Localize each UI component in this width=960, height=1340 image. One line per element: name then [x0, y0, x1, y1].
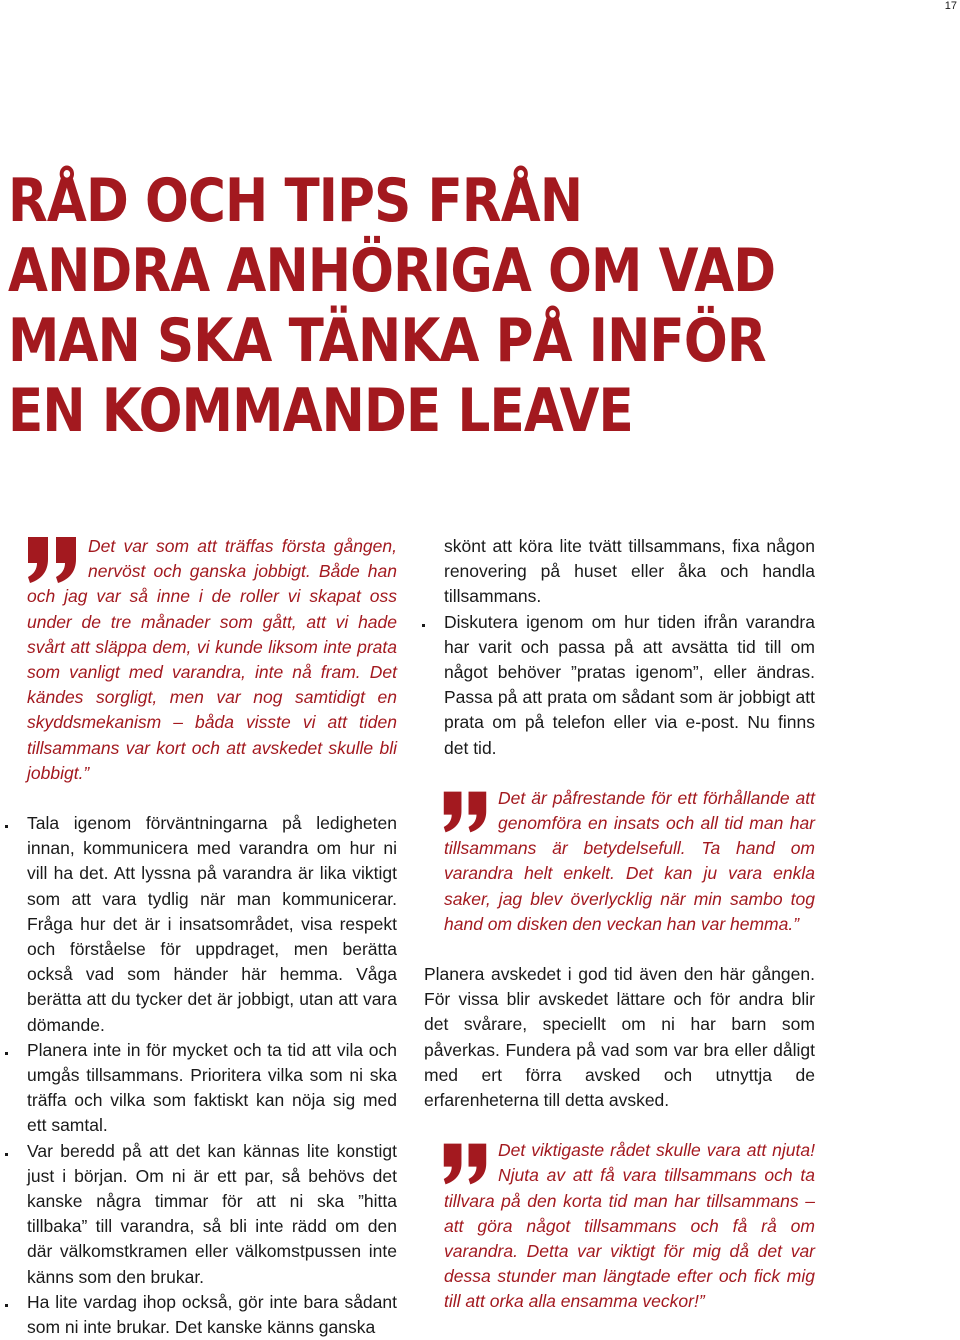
list-item: Ha lite vardag ihop också, gör inte bara sådant som ni inte brukar. Det kanske känns ganska	[27, 1290, 397, 1340]
quote-block	[444, 1138, 815, 1314]
right-column	[424, 534, 815, 1315]
quote-block	[444, 786, 815, 937]
quote-block	[27, 534, 397, 786]
list-item: Tala igenom förväntningarna på ledigheten innan, kommunicera med varandra om hur ni vill ha det. Att lyssna på varandra är lika viktigt som att vara tydlig när man kommunicerar. Fråga hur det är i insatsområdet, visa respekt och förståelse för uppdraget, men berätta också vad som händer här hemma. Våga berätta att du tycker det är jobbigt, utan att vara dömande.	[27, 811, 397, 1038]
continued-list-item: skönt att köra lite tvätt tillsammans, fixa någon renovering på huset eller åka och handla tillsammans.	[444, 536, 815, 607]
page-title	[8, 166, 775, 446]
left-column	[27, 534, 397, 1340]
list-item: Planera inte in för mycket och ta tid att vila och umgås tillsammans. Prioritera vilka som ni ska träffa och vilka som faktiskt kan nöja sig med ett samtal.	[27, 1038, 397, 1139]
title-line: RÅD OCH TIPS FRÅN	[8, 166, 583, 236]
page-number: 17	[944, 0, 957, 12]
title-line: MAN SKA TÄNKA PÅ INFÖR	[8, 306, 766, 376]
bullet-list	[424, 610, 815, 761]
title-line: EN KOMMANDE LEAVE	[8, 376, 633, 446]
bullet-list	[27, 811, 397, 1340]
list-item: Diskutera igenom om hur tiden ifrån varandra har varit och passa på att avsätta tid till om något behöver ”pratas igenom”, eller ändras. Passa på att prata om sådant som är jobbigt att prata om på telefon eller via e-post. Nu finns det tid.	[444, 610, 815, 761]
body-paragraph: Planera avskedet i god tid även den här gången. För vissa blir avskedet lättare och för andra blir det svårare, speciellt om ni har barn som påverkas. Fundera på vad som var bra eller dåligt med ert förra avsked och utnyttja de erfarenheterna till detta avsked.	[424, 964, 815, 1111]
double-quote-icon	[26, 537, 78, 583]
list-item: Var beredd på att det kan kännas lite konstigt just i början. Om ni är ett par, så behövs det kanske några timmar för att ni ska ”hitta tillbaka” till varandra, så bli inte rädd om den där välkomstkramen eller välkomstpussen inte känns som den brukar.	[27, 1139, 397, 1290]
double-quote-icon	[442, 1141, 488, 1187]
quote-text: Det var som att träffas första gången, nervöst och ganska jobbigt. Både han och jag var så inne i de roller vi skapat oss under de tre månader som gått, att vi hade svårt att släppa dem, vi kunde liksom inte prata som vanligt med varandra, inte nå fram. Det kändes sorgligt, men var nog samtidigt en skyddsmekanism – båda visste vi att tiden tillsammans var kort och att avskedet skulle bli jobbigt.”	[27, 536, 397, 783]
quote-text: Det viktigaste rådet skulle vara att njuta! Njuta av att få vara tillsammans och ta tillvara på den korta tid man har tillsammans – att göra något tillsammans och få rå om varandra. Detta var viktigt för mig då det var dessa stunder man längtade efter och fick mig till att orka alla ensamma veckor!”	[444, 1140, 815, 1312]
double-quote-icon	[442, 789, 488, 835]
title-line: ANDRA ANHÖRIGA OM VAD	[8, 236, 776, 306]
quote-text: Det är påfrestande för ett förhållande att genomföra en insats och all tid man har tillsammans är betydelsefull. Ta hand om varandra helt enkelt. Det kan ju vara enkla saker, jag blev överlycklig när min sambo tog hand om disken den veckan han var hemma.”	[444, 787, 815, 934]
